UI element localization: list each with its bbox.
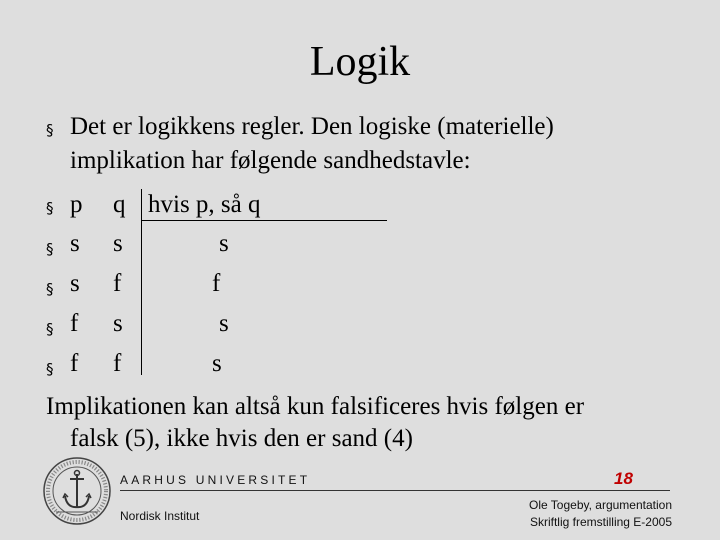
table-row-3-result: s xyxy=(219,310,229,337)
institute-name: Nordisk Institut xyxy=(120,509,200,523)
table-header-p: p xyxy=(70,191,83,218)
author-line-2: Skriftlig fremstilling E-2005 xyxy=(529,515,672,529)
table-row-1-q: s xyxy=(113,230,123,257)
footer-rule xyxy=(120,490,670,491)
table-row-1-p: s xyxy=(70,230,80,257)
table-row-2-result: f xyxy=(212,270,221,297)
table-row-4-p: f xyxy=(70,350,79,377)
bullet-icon: § xyxy=(46,280,54,298)
table-row-1-result: s xyxy=(219,230,229,257)
table-row-4-result: s xyxy=(212,350,222,377)
aarhus-university-seal-icon xyxy=(42,456,112,526)
table-header-implication: hvis p, så q xyxy=(148,191,261,218)
table-header-rule xyxy=(141,220,387,221)
page-number: 18 xyxy=(614,469,633,488)
author-line-1: Ole Togeby, argumentation xyxy=(529,498,672,512)
table-row-4-q: f xyxy=(113,350,122,377)
table-row-2-p: s xyxy=(70,270,80,297)
conclusion-line-1: Implikationen kan altså kun falsificeres hvis følgen er xyxy=(46,393,585,420)
university-name: AARHUS UNIVERSITET xyxy=(120,473,311,487)
bullet-icon: § xyxy=(46,360,54,378)
bullet-icon: § xyxy=(46,121,54,139)
bullet-icon: § xyxy=(46,320,54,338)
intro-line-2: implikation har følgende sandhedstavle: xyxy=(70,147,471,174)
conclusion-line-2: falsk (5), ikke hvis den er sand (4) xyxy=(70,425,413,452)
bullet-icon: § xyxy=(46,199,54,217)
table-row-3-p: f xyxy=(70,310,79,337)
intro-line-1: Det er logikkens regler. Den logiske (materielle) xyxy=(70,113,554,140)
table-header-q: q xyxy=(113,191,126,218)
bullet-icon: § xyxy=(46,240,54,258)
slide-title: Logik xyxy=(309,39,411,85)
table-vertical-rule xyxy=(141,189,142,375)
author-info xyxy=(529,497,672,531)
table-row-3-q: s xyxy=(113,310,123,337)
table-row-2-q: f xyxy=(113,270,122,297)
